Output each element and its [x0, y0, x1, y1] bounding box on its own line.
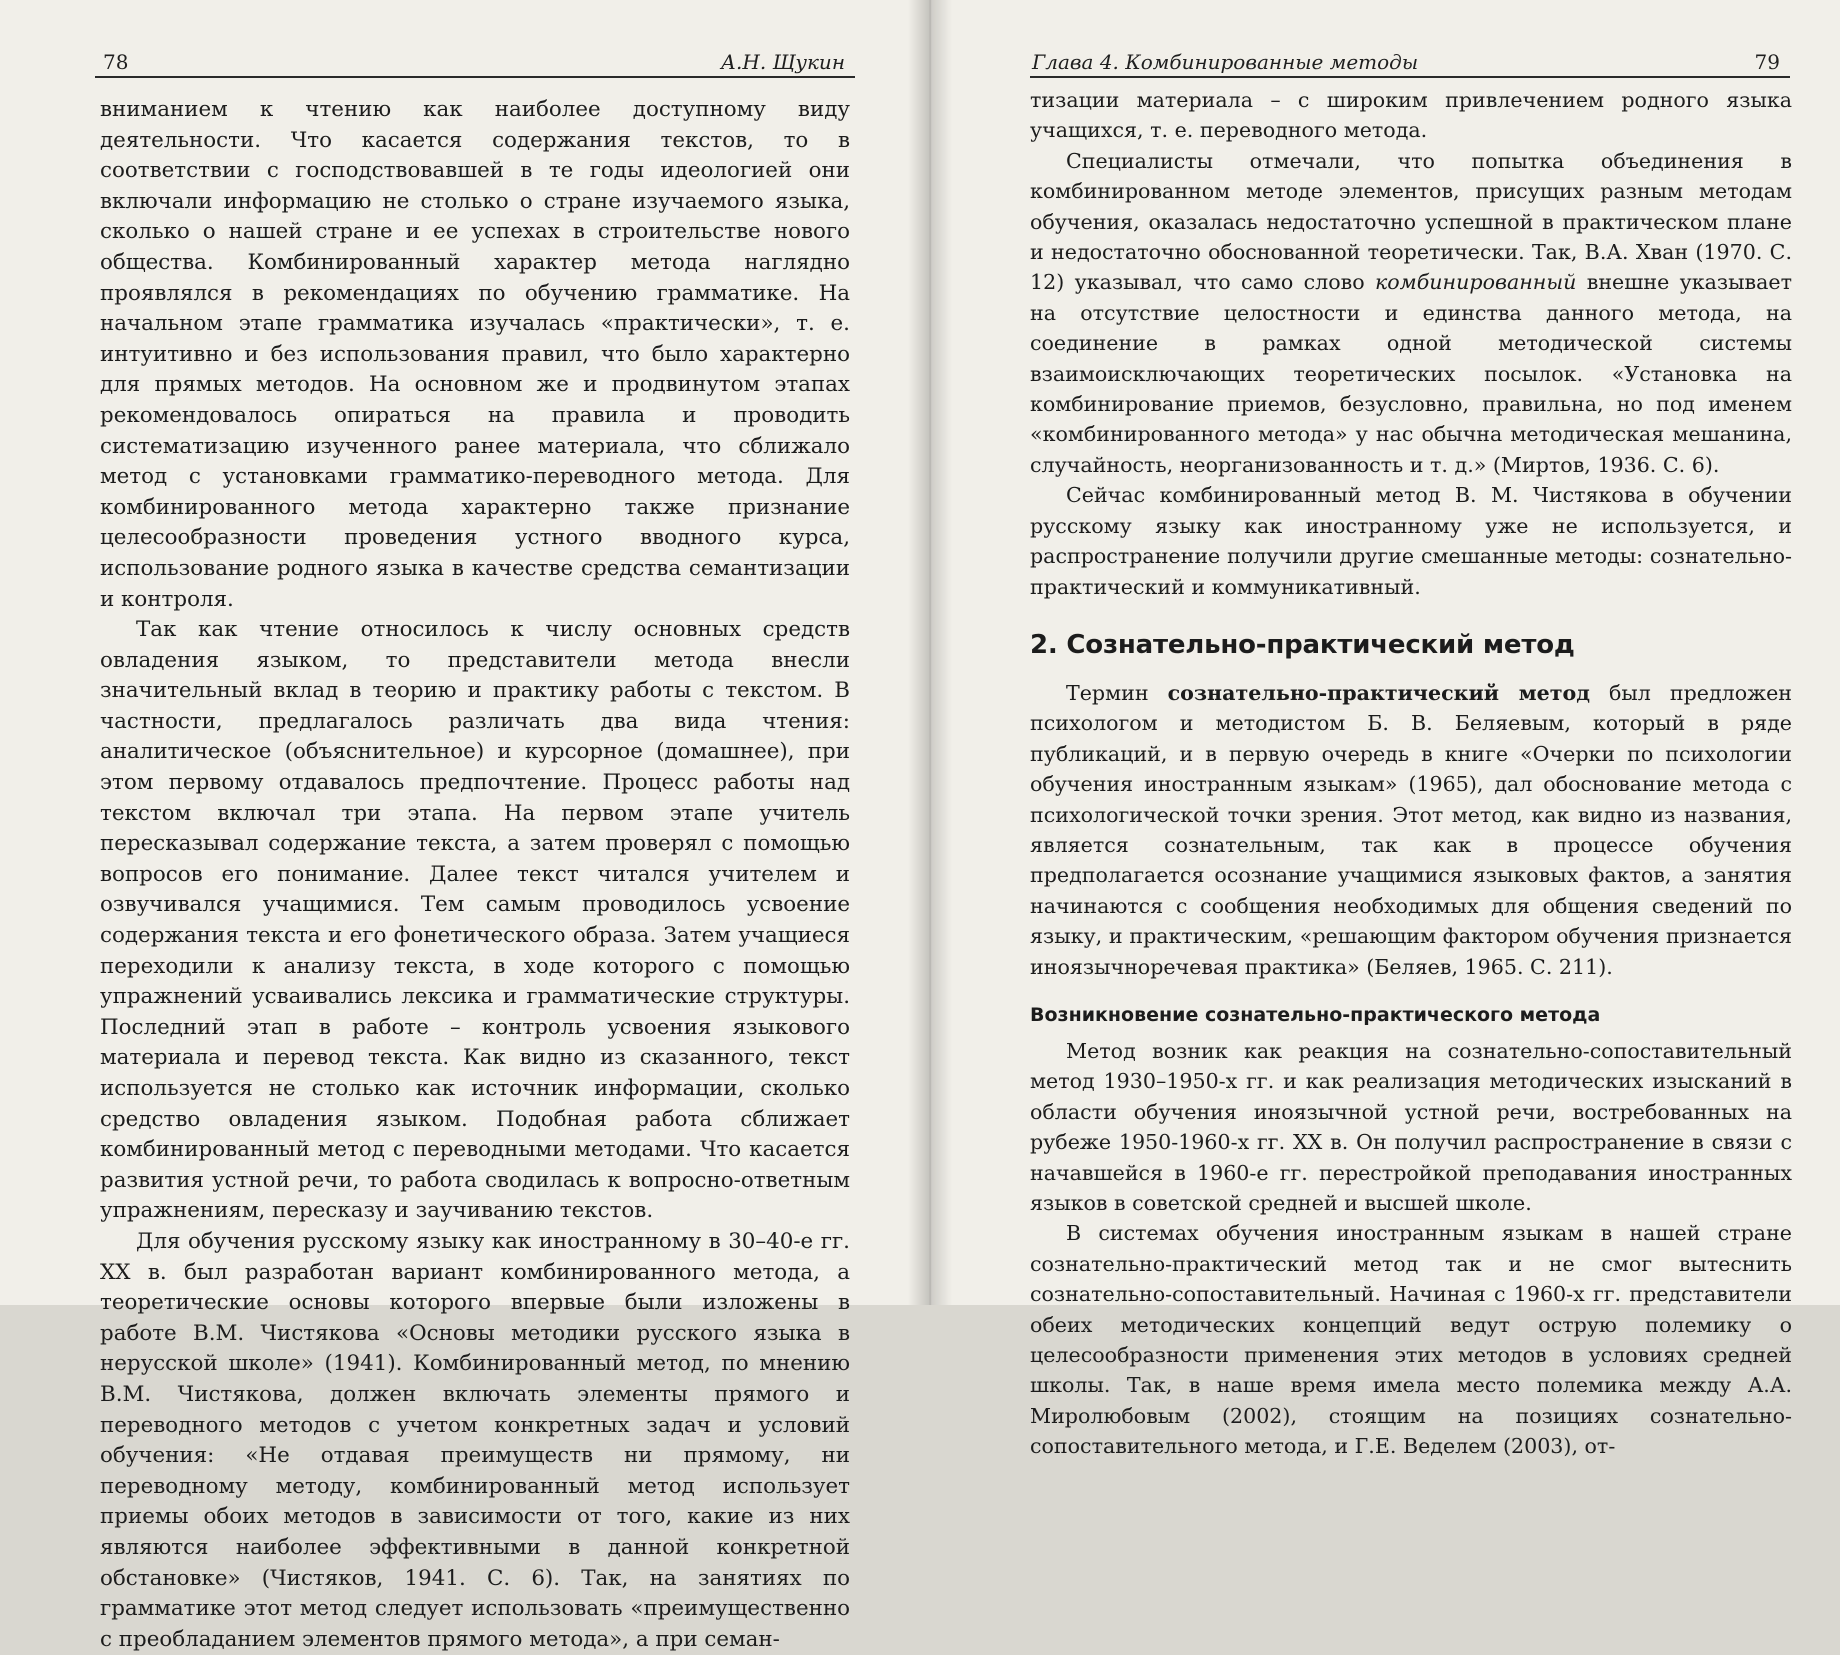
left-page-number: 78 — [103, 50, 129, 74]
left-text-column — [100, 95, 850, 1655]
italic-term: комбинированный — [1374, 270, 1577, 295]
right-paragraph-2 — [1030, 146, 1792, 480]
left-paragraph-1: вниманием к чтению как наиболее доступному виду деятельности. Что касается содержания текстов, то в соответствии с господствовавшей в те годы идеологией они включали информацию не столько о стране изучаемого языка, сколько о нашей стране и ее успехах в строительстве нового общества. Комбинированный характер метода наглядно проявлялся в рекомендациях по обучению грамматике. На начальном этапе грамматика изучалась «практически», т. е. интуитивно и без использования правил, что было характерно для прямых методов. На основном же и продвинутом этапах рекомендовалось опираться на правила и проводить систематизацию изученного ранее материала, что сближало метод с установками грамматико-переводного метода. Для комбинированного метода характерно также признание целесообразности проведения устного вводного курса, использование родного языка в качестве средства семантизации и контроля. — [100, 97, 850, 612]
right-page — [930, 0, 1840, 1459]
section-title: 2. Сознательно-практический метод — [1030, 629, 1575, 660]
right-paragraph-3: Сейчас комбинированный метод В. М. Чистякова в обучении русскому языку как иностранному уже не используется, и распространение получили другие смешанные методы: сознательно-практический и коммуникативный. — [1030, 483, 1792, 599]
paragraph-text: внешне указывает на отсутствие целостности и единства данного метода, на соединение в рамках одной методической системы взаимоисключающих теоретических посылок. «Установка на комбинирование приемов, безусловно, правильна, но под именем «комбинированного метода» у нас обычна методическая мешанина, случайность, неорганизованность и т. д.» (Миртов, 1936. С. 6). — [1030, 270, 1792, 477]
paragraph-text: Термин — [1066, 680, 1168, 705]
bold-term: сознательно-практический метод — [1167, 680, 1590, 705]
left-paragraph-2: Так как чтение относилось к числу основных средств овладения языком, то представители метода внесли значительный вклад в теорию и практику работы с текстом. В частности, предлагалось различать два вида чтения: аналитическое (объяснительное) и курсорное (домашнее), при этом первому отдавалось предпочтение. Процесс работы над текстом включал три этапа. На первом этапе учитель пересказывал содержание текста, а затем проверял с помощью вопросов его понимание. Далее текст читался учителем и озвучивался учащимися. Тем самым проводилось усвоение содержания текста и его фонетического образа. Затем учащиеся переходили к анализу текста, в ходе которого с помощью упражнений усваивались лексика и грамматические структуры. Последний этап в работе – контроль усвоения языкового материала и перевод текста. Как видно из сказанного, текст используется не столько как источник информации, сколько средство овладения языком. Подобная работа сближает комбинированный метод с переводными методами. Что касается развития устной речи, то работа сводилась к вопросно-ответным упражнениям, пересказу и заучиванию текстов. — [100, 617, 850, 1224]
left-paragraph-3: Для обучения русскому языку как иностранному в 30–40-е гг. XX в. был разработан вариант комбинированного метода, а теоретические основы которого впервые были изложены в работе В.М. Чистякова «Основы методики русского языка в нерусской школе» (1941). Комбинированный метод, по мнению В.М. Чистякова, должен включать элементы прямого и переводного методов с учетом конкретных задач и условий обучения: «Не отдавая преимуществ ни прямому, ни переводному методу, комбинированный метод использует приемы обоих методов в зависимости от того, какие из них являются наиболее эффективными в данной конкретной обстановке» (Чистяков, 1941. С. 6). Так, на занятиях по грамматике этот метод следует использовать «преимущественно с преобладанием элементов прямого метода», а при семан- — [100, 1228, 850, 1652]
right-paragraph-6: В системах обучения иностранным языкам в нашей стране сознательно-практический метод так и не смог вытеснить сознательно-сопоставительный. Начиная с 1960-х гг. представители обеих методических концепций ведут острую полемику о целесообразности применения этих методов в условиях средней школы. Так, в наше время имела место полемика между А.А. Миролюбовым (2002), стоящим на позициях сознательно-сопоставительного метода, и Г.Е. Веделем (2003), от- — [1030, 1221, 1792, 1459]
left-running-head — [95, 36, 855, 78]
right-header-chapter: Глава 4. Комбинированные методы — [1032, 50, 1419, 74]
subsection-title: Возникновение сознательно-практического метода — [1030, 1003, 1601, 1026]
right-paragraph-4 — [1030, 678, 1792, 982]
right-running-head — [1030, 36, 1790, 78]
left-header-author: А.Н. Щукин — [720, 50, 845, 74]
right-paragraph-5: Метод возник как реакция на сознательно-сопоставительный метод 1930–1950-х гг. и как реализация методических изысканий в области обучения иноязычной устной речи, востребованных на рубеже 1950-1960-х гг. XX в. Он получил распространение в связи с начавшейся в 1960-е гг. перестройкой преподавания иностранных языков в советской средней и высшей школе. — [1030, 1038, 1792, 1215]
paragraph-text: был предложен психологом и методистом Б. В. Беляевым, который в ряде публикаций, и в первую очередь в книге «Очерки по психологии обучения иностранным языкам» (1965), дал обоснование метода с психологической точки зрения. Этот метод, как видно из названия, является сознательным, так как в процессе обучения предполагается осознание учащимися языковых фактов, а занятия начинаются с сообщения необходимых для общения сведений по языку, и практическим, «решающим фактором обучения признается иноязычноречевая практика» (Беляев, 1965. С. 211). — [1030, 680, 1792, 979]
right-page-number: 79 — [1754, 50, 1780, 74]
right-text-column — [1030, 85, 1792, 1462]
paragraph-text: Специалисты отмечали, что попытка объединения в комбинированном методе элементов, присущих разным методам обучения, оказалась недостаточно успешной в практическом плане и недостаточно обоснованной теоретически. Так, В.А. Хван (1970. С. 12) указывал, что само слово — [1030, 148, 1792, 295]
right-paragraph-1: тизации материала – с широким привлечением родного языка учащихся, т. е. переводного метода. — [1030, 88, 1792, 143]
book-gutter-shadow — [908, 0, 952, 1305]
